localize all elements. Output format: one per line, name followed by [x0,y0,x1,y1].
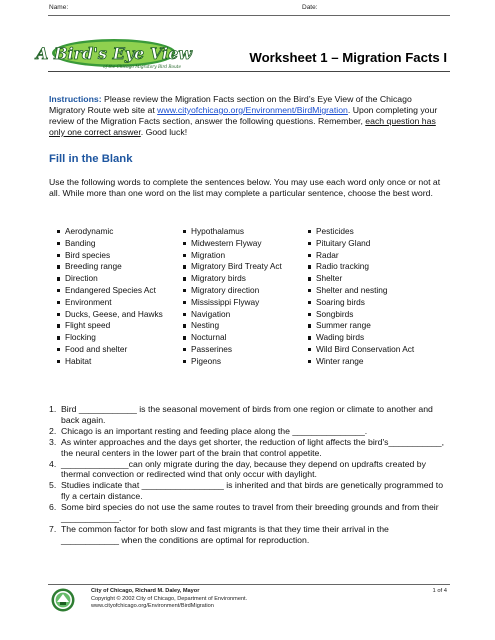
section-intro: Use the following words to complete the sentences below. You may use each word only once or not at all. While more than one word on the list may complete a particular sentence, choose the best word. [49,177,441,198]
word-bank-column-2 [183,226,282,368]
word-bank-column-3 [308,226,414,368]
question-number: 5. [49,480,57,491]
word-bank-item: Hypothalamus [183,226,282,238]
page-number: 1 of 4 [432,588,447,594]
logo-subtitle: of the Chicago Migratory Bird Route [103,64,181,69]
city-seal-icon [51,588,75,612]
question-text: ______________can only migrate during the day, because they depend on updrafts created by thermal convection or redirected wind that only occur with daylight. [61,458,426,480]
bird-migration-link[interactable]: www.cityofchicago.org/Environment/BirdMigration [157,105,348,115]
word-bank-item: Migration [183,250,282,262]
question-list [49,404,449,546]
word-bank-item: Summer range [308,320,414,332]
word-bank-item: Migratory direction [183,285,282,297]
word-bank-item: Pesticides [308,226,414,238]
question-number: 1. [49,404,57,414]
word-bank-item: Flight speed [57,320,163,332]
footer-divider [48,584,450,585]
word-bank-item: Nesting [183,320,282,332]
word-bank-item: Passerines [183,344,282,356]
word-bank-item: Direction [57,273,163,285]
word-bank-item: Endangered Species Act [57,285,163,297]
question-number: 7. [49,523,57,534]
title-divider [48,71,450,72]
question-item [49,480,449,502]
question-item [49,524,449,546]
word-bank-item: Wild Bird Conservation Act [308,344,414,356]
question-text: The common factor for both slow and fast migrants is that they time their arrival in the ____________ when the conditions are optimal for reproduction. [61,523,389,545]
word-bank-item: Habitat [57,356,163,368]
word-bank-item: Shelter [308,273,414,285]
word-bank-item: Soaring birds [308,297,414,309]
instructions-label: Instructions: [49,94,102,104]
question-number: 6. [49,502,57,513]
word-bank-item: Pigeons [183,356,282,368]
question-item [49,502,449,524]
footer-line-3: www.cityofchicago.org/Environment/BirdMigration [91,603,214,610]
word-bank-item: Bird species [57,250,163,262]
instructions-text-2: . Upon completing your review of the Migration Facts section, answer the following questions. Remember, [49,105,438,126]
question-text: Studies indicate that _________________ is inherited and that birds are genetically programmed to fly a certain distance. [61,480,444,502]
question-item [49,426,449,437]
question-item [49,459,449,481]
footer-line-2: Copyright © 2002 City of Chicago, Department of Environment. [91,595,248,602]
question-number: 3. [49,436,57,447]
word-bank-item: Migratory Bird Treaty Act [183,261,282,273]
question-text: As winter approaches and the days get shorter, the reduction of light affects the bird's___________, the neural centers in the lower part of the brain that control appetite. [61,436,445,458]
footer-text [91,588,247,611]
question-number: 4. [49,458,57,469]
word-bank-item: Navigation [183,309,282,321]
word-bank-item: Radio tracking [308,261,414,273]
name-label: Name: [49,4,69,11]
footer-line-1: City of Chicago, Richard M. Daley, Mayor [91,588,200,594]
word-bank-column-1 [57,226,163,368]
word-bank-item: Shelter and nesting [308,285,414,297]
word-bank-item: Food and shelter [57,344,163,356]
word-bank-item: Banding [57,238,163,250]
instructions-text-1: Please review the Migration Facts section on the Bird’s Eye View of the Chicago Migratory Route web site at [49,94,412,115]
instructions-emphasis: each question has only one correct answer [49,116,436,137]
word-bank-item: Winter range [308,356,414,368]
question-text: Chicago is an important resting and feeding place along the _______________. [61,425,368,436]
word-bank-item: Breeding range [57,261,163,273]
word-bank-item: Songbirds [308,309,414,321]
word-bank-item: Mississippi Flyway [183,297,282,309]
word-bank-item: Flocking [57,332,163,344]
logo-title: A Bird's Eye View [35,44,193,63]
instructions-paragraph [49,94,449,138]
question-text: Some bird species do not use the same routes to travel from their breeding grounds and from their ____________. [61,502,439,524]
word-bank-item: Aerodynamic [57,226,163,238]
word-bank-item: Environment [57,297,163,309]
date-label: Date: [302,4,318,11]
word-bank-item: Radar [308,250,414,262]
question-item [49,404,449,426]
question-item [49,437,449,459]
word-bank-item: Wading birds [308,332,414,344]
word-bank-item: Nocturnal [183,332,282,344]
instructions-text-3: . Good luck! [140,127,188,137]
word-bank-item: Pituitary Gland [308,238,414,250]
header-divider [48,15,450,16]
section-heading: Fill in the Blank [49,153,133,165]
word-bank-item: Migratory birds [183,273,282,285]
word-bank-item: Midwestern Flyway [183,238,282,250]
question-number: 2. [49,425,57,436]
page-title: Worksheet 1 – Migration Facts I [249,50,447,65]
word-bank-item: Ducks, Geese, and Hawks [57,309,163,321]
birds-eye-view-logo [35,38,193,72]
question-text: Bird ____________ is the seasonal movement of birds from one region or climate to another and back again. [61,404,433,425]
